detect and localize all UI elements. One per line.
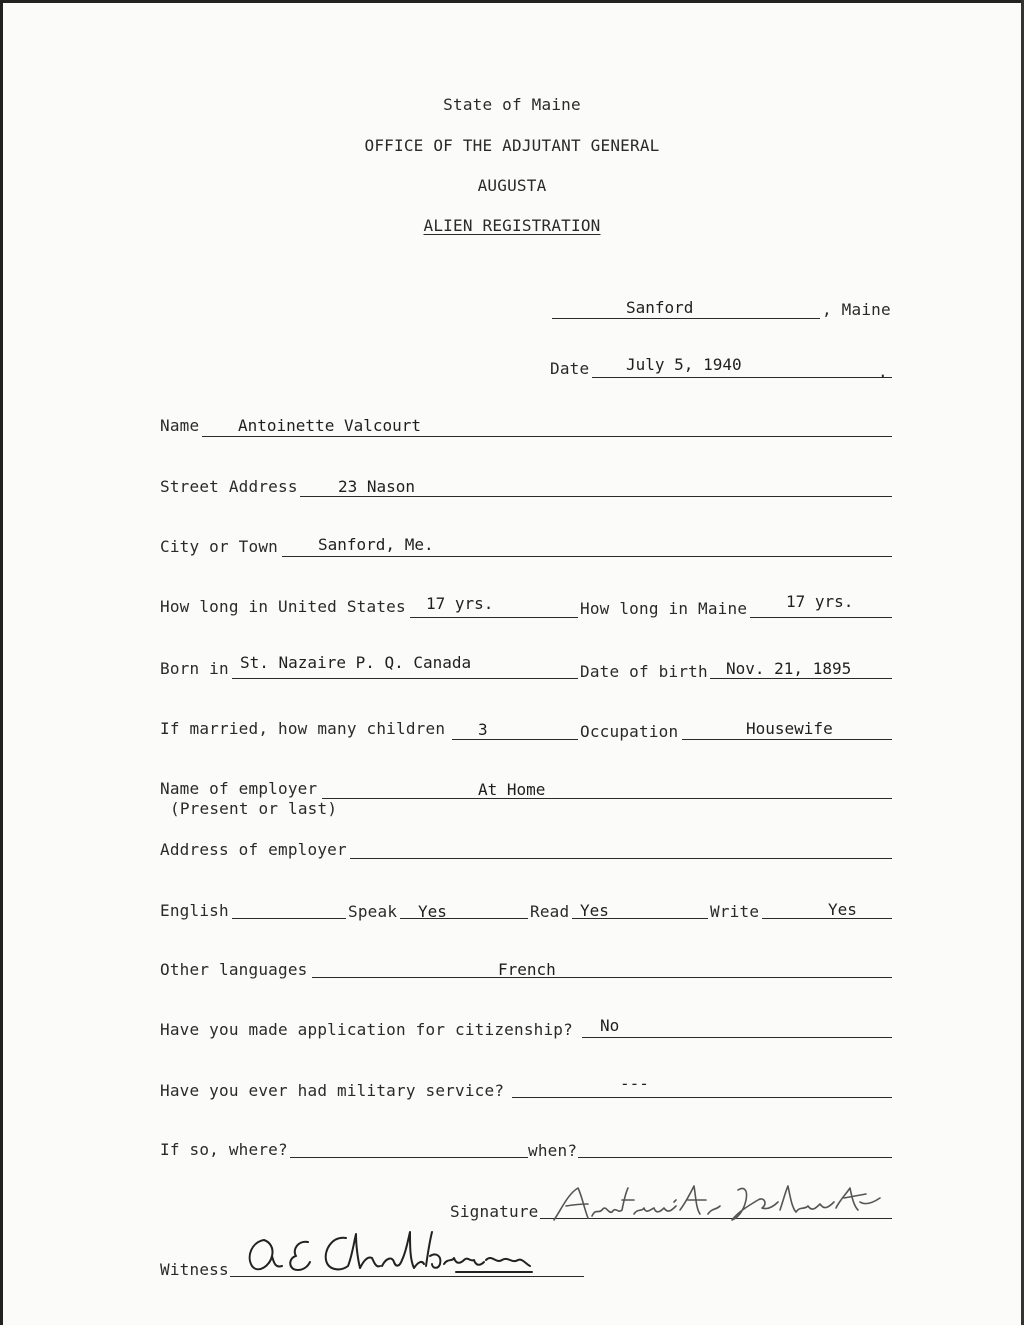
read-label: Read: [530, 902, 570, 921]
when-line: [578, 1157, 892, 1158]
street-line: [300, 496, 892, 497]
citizenship-line: [582, 1037, 892, 1038]
dob-value: Nov. 21, 1895: [726, 659, 852, 678]
maine-label: How long in Maine: [580, 599, 748, 618]
military-line: [512, 1097, 892, 1098]
form-title: ALIEN REGISTRATION: [423, 216, 601, 235]
dob-label: Date of birth: [580, 662, 708, 681]
maine-line: [750, 617, 892, 618]
name-value: Antoinette Valcourt: [238, 416, 422, 435]
date-label: Date: [550, 359, 590, 378]
children-label: If married, how many children: [160, 719, 446, 738]
military-value: ---: [620, 1074, 649, 1093]
place-value: Sanford: [626, 298, 694, 317]
witness-label: Witness: [160, 1260, 229, 1279]
scan-border-left: [0, 0, 3, 1325]
us-line: [410, 617, 578, 618]
city-line: [282, 556, 892, 557]
speak-label: Speak: [348, 902, 398, 921]
children-line: [452, 739, 578, 740]
children-value: 3: [478, 720, 488, 739]
write-label: Write: [710, 902, 760, 921]
born-value: St. Nazaire P. Q. Canada: [240, 653, 472, 672]
employer-sublabel: (Present or last): [170, 799, 338, 818]
english-label: English: [160, 901, 229, 920]
name-line: [202, 436, 892, 437]
write-line: [762, 918, 892, 919]
employer-line: [322, 798, 892, 799]
born-label: Born in: [160, 659, 229, 678]
street-value: 23 Nason: [338, 477, 416, 496]
maine-value: 17 yrs.: [786, 592, 854, 611]
header-state: State of Maine: [443, 95, 581, 114]
other-languages-label: Other languages: [160, 960, 308, 979]
other-languages-value: French: [498, 960, 556, 979]
date-line: [592, 377, 892, 378]
employer-label: Name of employer: [160, 779, 318, 798]
occupation-value: Housewife: [746, 719, 833, 738]
occupation-label: Occupation: [580, 722, 679, 741]
name-label: Name: [160, 416, 200, 435]
speak-value: Yes: [418, 902, 447, 921]
military-label: Have you ever had military service?: [160, 1081, 505, 1100]
header-city: AUGUSTA: [477, 176, 547, 195]
english-line: [232, 918, 346, 919]
born-line: [232, 678, 578, 679]
dob-line: [710, 678, 892, 679]
date-end: .: [878, 362, 888, 381]
street-label: Street Address: [160, 477, 298, 496]
citizenship-value: No: [600, 1016, 620, 1035]
handwritten-witness-signature: [242, 1226, 542, 1282]
employer-address-label: Address of employer: [160, 840, 347, 859]
scan-border-top: [0, 0, 1024, 3]
when-label: when?: [528, 1141, 578, 1160]
occupation-line: [682, 739, 892, 740]
header-office: OFFICE OF THE ADJUTANT GENERAL: [364, 136, 660, 155]
other-languages-line: [312, 977, 892, 978]
signature-label: Signature: [450, 1202, 539, 1221]
employer-address-line: [350, 858, 892, 859]
where-line: [290, 1157, 528, 1158]
read-value: Yes: [580, 901, 609, 920]
handwritten-signature: [548, 1180, 888, 1226]
place-suffix: , Maine: [822, 300, 891, 319]
date-value: July 5, 1940: [626, 355, 742, 374]
city-value: Sanford, Me.: [318, 535, 434, 554]
citizenship-label: Have you made application for citizenship?: [160, 1020, 573, 1039]
employer-value: At Home: [478, 780, 546, 799]
us-value: 17 yrs.: [426, 594, 494, 613]
write-value: Yes: [828, 900, 857, 919]
us-label: How long in United States: [160, 597, 406, 616]
where-label: If so, where?: [160, 1140, 288, 1159]
city-label: City or Town: [160, 537, 278, 556]
place-line: [552, 318, 820, 319]
